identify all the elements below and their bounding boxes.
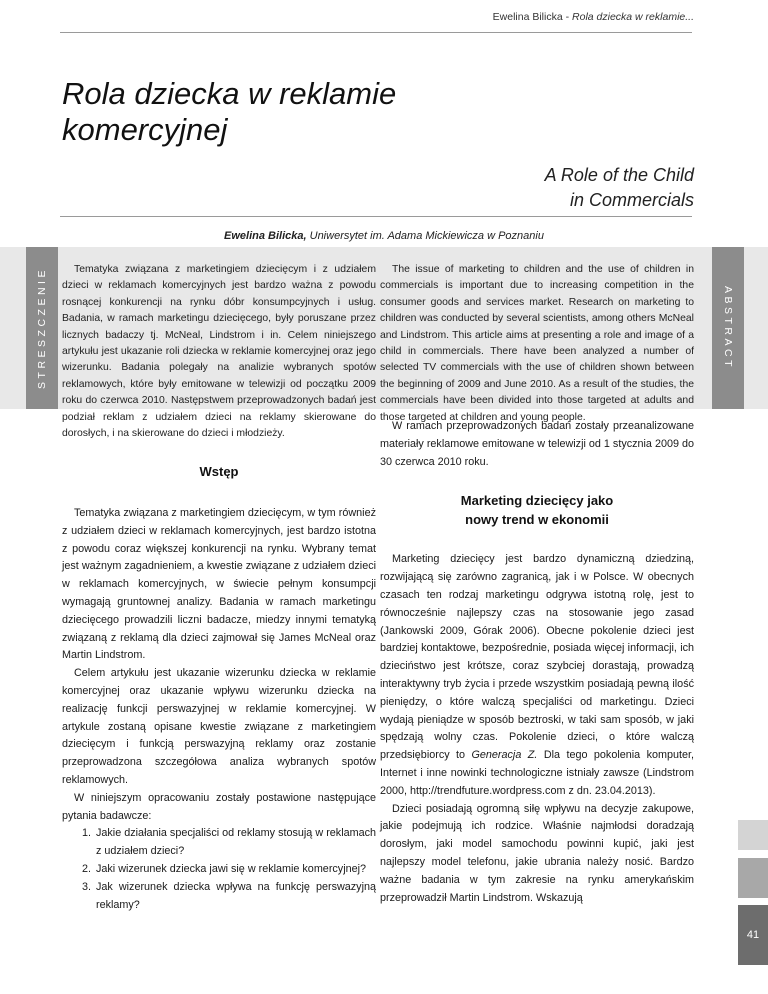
running-head-title: Rola dziecka w reklamie...: [572, 11, 694, 23]
section-heading-marketing: [380, 491, 694, 529]
margin-bar-light: [738, 820, 768, 850]
generation-z-term: Generacja Z.: [471, 749, 538, 762]
marketing-paragraph-1: [380, 551, 694, 800]
streszczenie-label: STRESZCZENIE: [36, 267, 48, 389]
marketing-paragraph-1-tail: Dla tego pokolenia komputer, Internet i inne nowinki technologiczne istniały zawsze (Lindstrom 2000, http://trendfuture.wordpress.com z dn. 23.04.2013).: [380, 749, 695, 797]
marketing-paragraph-1-text: Marketing dziecięcy jest bardzo dynamiczną dziedziną, rozwijającą się zarówno zagranicą, jak i w Polsce. W obecnych czasach ten rodzaj marketingu odgrywa istotną rolę, jest to równocześnie najlepszy czas na stosowanie jego zasad (Jankowski 2009, Górak 2006). Obecne pokolenie dzieci jest bardziej kontaktowe, bezpośrednie, posiada więcej informacji, ich dzieciństwo jest krótsze, coraz szybciej dorastają, prowadzą interaktywny tryb życia i przede wszystkim posiadają pewną ilość pieniędzy, o które walczą specjaliści od marketingu. Dzieci wydają pieniądze w sposób beztroski, w taki sam sposób, w jaki spędzają wolny czas. Pokolenie dzieci, o które walczą przedsiębiorcy to: [380, 553, 694, 762]
research-scope-paragraph: W ramach przeprowadzonych badań zostały przeanalizowane materiały reklamowe emitowane w telewizji od 1 stycznia 2009 do 30 czerwca 2010 roku.: [380, 420, 694, 468]
author-name: Ewelina Bilicka,: [224, 230, 307, 242]
intro-paragraph-2: Celem artykułu jest ukazanie wizerunku dziecka w reklamie komercyjnej oraz ukazanie wpływu wizerunku dziecka na realizację funkcji perswazyjnej w reklamie komercyjnej. W artykule zostaną opisane kwestie związane z marketingiem dziecięcym i funkcją perswazyjną reklamy oraz zostanie przeprowadzona szczegółowa analiza wybranych spotów reklamowych.: [62, 667, 376, 786]
marketing-paragraph-2: Dzieci posiadają ogromną siłę wpływu na decyzje zakupowe, jakie podejmują ich rodzice. Właśnie najmłodsi doradzają dorosłym, jaki model samochodu powinni kupić, jaki jest najlepszy model telefonu, jakie ubrania należy nosić. Bardzo ważne badania w tym zakresie na rynku amerykańskim przeprowadził Martin Lindstrom. Wskazują: [380, 802, 694, 904]
running-head-author: Ewelina Bilicka -: [492, 11, 570, 23]
english-title-line-1: A Role of the Child: [544, 165, 694, 185]
abstract-tab: [712, 247, 744, 409]
running-head: [493, 11, 694, 23]
section-heading-line-1: Marketing dziecięcy jako: [460, 493, 614, 509]
english-title: [394, 163, 694, 213]
english-title-line-2: in Commercials: [569, 190, 694, 210]
top-rule: [60, 32, 692, 33]
page-number: 41: [738, 905, 768, 965]
article-title: Rola dziecka w reklamie komercyjnej: [62, 76, 397, 147]
intro-paragraph-1: Tematyka związana z marketingiem dziecięcym, w tym również z udziałem dzieci w reklamach komercyjnych, jest bardzo istotna z powodu coraz większej konkurencji na rynku. Wybrany temat jest ważnym zagadnieniem, a kwestie związane z udziałem dzieci w reklamach komercyjnych, w świecie pełnym konsumpcji wymagają gruntownej analizy. Badania w ramach marketingu dziecięcego prowadzili liczni badacze, miedzy innymi tematyką związaną z reklamą dla dzieci zajmował się James McNeal oraz Martin Lindstrom.: [62, 507, 376, 662]
abstract-text: The issue of marketing to children and the use of children in commercials is important due to increasing competition in the consumer goods and services market. Research on marketing to children was conducted by several scientists, among others McNeal and Lindstrom. This article aims at presenting a role and image of a child in commercials. There have been analyzed a number of selected TV commercials with the use of children shown between the beginning of 2009 and June 2010. As a result of the studies, the commercials have been divided into those targeted at adults and those targeted at children and young people.: [380, 264, 694, 423]
research-question: 2. Jaki wizerunek dziecka jawi się w reklamie komercyjnej?: [94, 861, 376, 879]
margin-bar-mid: [738, 858, 768, 898]
title-rule: [60, 216, 692, 217]
research-questions: [62, 825, 376, 914]
abstract-label: ABSTRACT: [722, 285, 734, 371]
streszczenie-tab: [26, 247, 58, 409]
section-heading-wstep: Wstęp: [199, 464, 239, 479]
intro-paragraph-3: W niniejszym opracowaniu zostały postawione następujące pytania badawcze:: [62, 791, 376, 822]
author-line: [0, 230, 768, 242]
research-question: 3. Jak wizerunek dziecka wpływa na funkcję perswazyjną reklamy?: [94, 879, 376, 915]
right-column: [380, 418, 694, 907]
research-question: 1. Jakie działania specjaliści od reklamy stosują w reklamach z udziałem dzieci?: [94, 825, 376, 861]
section-heading-line-2: nowy trend w ekonomii: [465, 512, 609, 528]
author-affiliation: Uniwersytet im. Adama Mickiewicza w Poznaniu: [309, 230, 544, 242]
left-column: [62, 462, 376, 914]
streszczenie-text: Tematyka związana z marketingiem dziecięcym i z udziałem dzieci w reklamach komercyjnych jest bardzo ważna z powodu rosnącej konkurencji na rynku dóbr konsumpcyjnych i usług. Badania, w ramach marketingu dziecięcego, były poruszane przez licznych badaczy tj. McNeal, Lindstrom i in. Celem niniejszego artykułu jest ukazanie roli dziecka w reklamie komercyjnej oraz jego wizerunku. Badania polegały na analizie wybranych spotów reklamowych, które były emitowane w telewizji od początku 2009 roku do czerwca 2010. Następstwem przeprowadzonych badań jest podział reklam z udziałem dzieci na reklamy skierowane do dorosłych, i na skierowane do dzieci i młodzieży.: [62, 264, 376, 440]
